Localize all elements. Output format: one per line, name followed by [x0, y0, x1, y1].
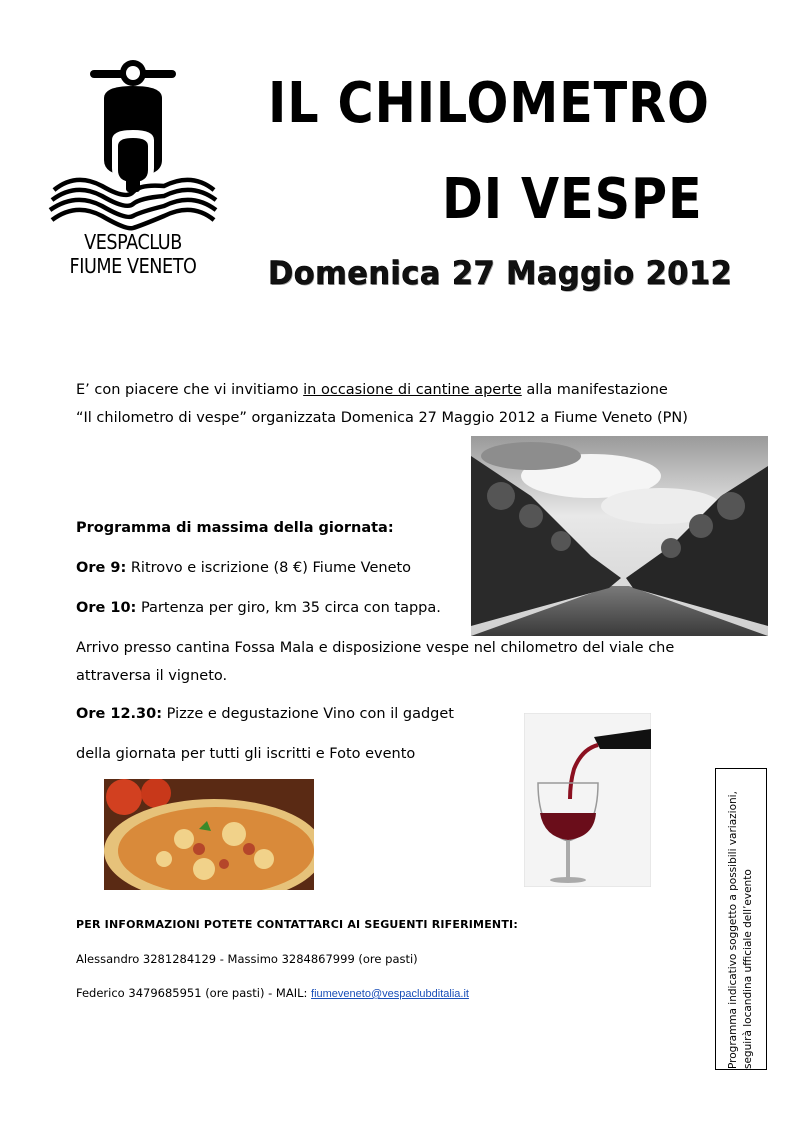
side-note-line2: seguirà locandina ufficiale dell’evento [742, 869, 754, 1069]
contacts-heading: PER INFORMAZIONI POTETE CONTATTARCI AI SEGUENTI RIFERIMENTI: [76, 918, 518, 931]
event-date: Domenica 27 Maggio 2012 [268, 254, 733, 292]
side-note [726, 769, 756, 1069]
wine-glass-photo [524, 713, 651, 887]
item1-text: Ritrovo e iscrizione (8 €) Fiume Veneto [126, 560, 412, 576]
intro-text: E’ con piacere che vi invitiamo [76, 382, 304, 398]
program-item-3-line2: della giornata per tutti gli iscritti e Foto evento [76, 746, 416, 762]
side-note-line1: Programma indicativo soggetto a possibili variazioni, [727, 791, 739, 1069]
logo-line2: FIUME VENETO [69, 254, 197, 278]
program-item-1 [76, 554, 411, 582]
vineyard-photo [471, 436, 768, 636]
arrival-text [76, 634, 674, 690]
intro-text-end: alla manifestazione [521, 382, 668, 398]
arrival-line2: attraversa il vigneto. [76, 668, 228, 684]
logo-text [56, 230, 209, 278]
program-item-3 [76, 700, 454, 728]
item1-time: Ore 9: [76, 560, 127, 576]
contacts-line2 [76, 986, 469, 1000]
intro-line2: “Il chilometro di vespe” organizzata Domenica 27 Maggio 2012 a Fiume Veneto (PN) [76, 410, 688, 426]
title-line1: IL CHILOMETRO [268, 71, 710, 136]
program-item-2 [76, 594, 441, 622]
item3-text: Pizze e degustazione Vino con il gadget [162, 706, 454, 722]
contacts-line2-text: Federico 3479685951 (ore pasti) - MAIL: [76, 986, 312, 1000]
intro-paragraph [76, 376, 688, 432]
item2-text: Partenza per giro, km 35 circa con tappa. [136, 600, 441, 616]
logo-line1: VESPACLUB [84, 230, 182, 254]
pizza-photo [104, 779, 314, 890]
title-line2: DI VESPE [442, 167, 703, 232]
contacts-line1: Alessandro 3281284129 - Massimo 3284867999 (ore pasti) [76, 952, 418, 966]
item2-time: Ore 10: [76, 600, 137, 616]
item3-time: Ore 12.30: [76, 706, 163, 722]
email-link[interactable]: fiumeveneto@vespaclubditalia.it [311, 988, 469, 1000]
intro-line1 [76, 376, 688, 404]
arrival-line1: Arrivo presso cantina Fossa Mala e disposizione vespe nel chilometro del viale che [76, 640, 675, 656]
program-heading: Programma di massima della giornata: [76, 520, 394, 536]
intro-underlined: in occasione di cantine aperte [303, 382, 522, 398]
